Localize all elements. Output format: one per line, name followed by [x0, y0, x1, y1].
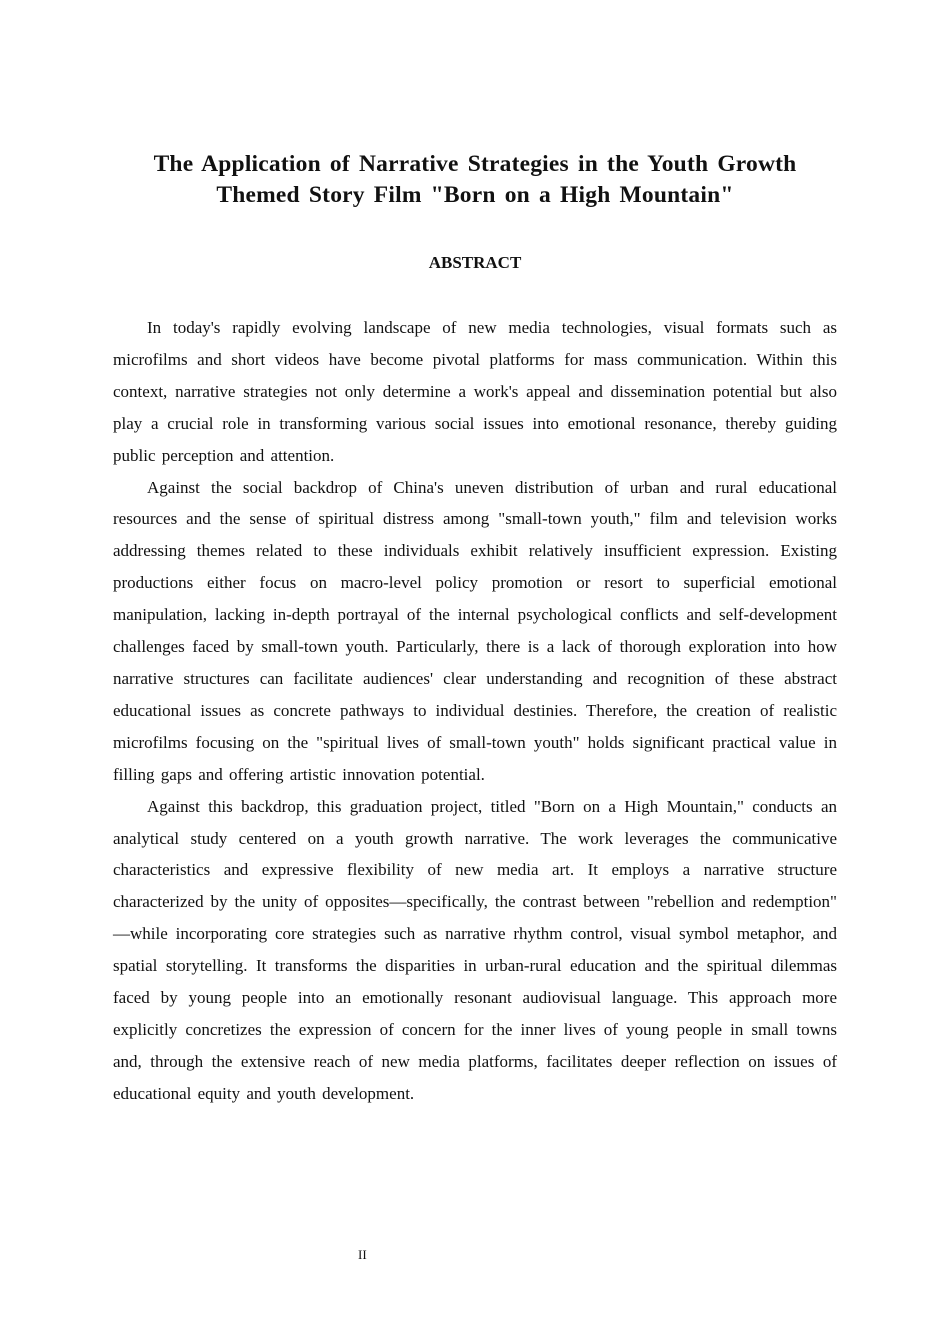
abstract-paragraph-3: Against this backdrop, this graduation project, titled "Born on a High Mountain," conducts an analytical study centered on a youth growth narrative. The work leverages the communicative characteristics and expressive flexibility of new media art. It employs a narrative structure characterized by the unity of opposites—specifically, the contrast between "rebellion and redemption" —while incorporating core strategies such as narrative rhythm control, visual symbol metaphor, and spatial storytelling. It transforms the disparities in urban-rural education and the spiritual dilemmas faced by young people into an emotionally resonant audiovisual language. This approach more explicitly concretizes the expression of concern for the inner lives of young people in small towns and, through the extensive reach of new media platforms, facilitates deeper reflection on issues of educational equity and youth development. — [113, 796, 837, 1103]
abstract-paragraph-2: Against the social backdrop of China's uneven distribution of urban and rural educational resources and the sense of spiritual distress among "small-town youth," film and television works addressing themes related to these individuals exhibit relatively insufficient expression. Existing productions either focus on macro-level policy promotion or resort to superficial emotional manipulation, lacking in-depth portrayal of the internal psychological conflicts and self-development challenges faced by small-town youth. Particularly, there is a lack of thorough exploration into how narrative structures can facilitate audiences' clear understanding and recognition of these abstract educational issues as concrete pathways to individual destinies. Therefore, the creation of realistic microfilms focusing on the "spiritual lives of small-town youth" holds significant practical value in filling gaps and offering artistic innovation potential. — [113, 477, 837, 784]
abstract-body — [113, 312, 837, 1110]
title-line-1: The Application of Narrative Strategies in the Youth Growth — [153, 151, 797, 177]
abstract-heading: ABSTRACT — [428, 253, 522, 272]
abstract-paragraph-1: In today's rapidly evolving landscape of new media technologies, visual formats such as microfilms and short videos have become pivotal platforms for mass communication. Within this context, narrative strategies not only determine a work's appeal and dissemination potential but also play a crucial role in transforming various social issues into emotional resonance, thereby guiding public perception and attention. — [113, 318, 837, 465]
document-title — [113, 149, 837, 211]
title-line-2: Themed Story Film "Born on a High Mountain" — [216, 182, 734, 208]
page-number: II — [358, 1247, 367, 1262]
